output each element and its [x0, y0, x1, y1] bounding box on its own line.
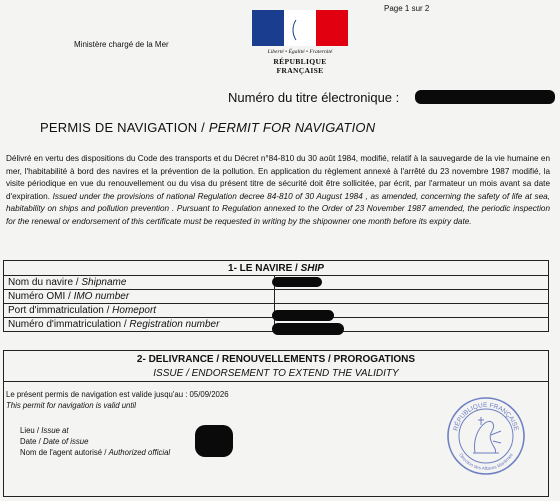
validity-fr: Le présent permis de navigation est valide jusqu'au : 05/09/2026	[6, 390, 229, 399]
validity-en: This permit for navigation is valid until	[6, 401, 137, 410]
redacted-issue-details	[195, 425, 233, 457]
ship-table	[3, 260, 549, 332]
svg-text:Direction des Affaires Maritim: Direction des Affaires Maritimes	[458, 452, 514, 472]
redacted-ship-name	[272, 277, 322, 287]
republique-logo	[250, 10, 350, 75]
delivery-heading: 2- DELIVRANCE / RENOUVELLEMENTS / PROROGATIONS	[136, 354, 416, 365]
svg-text:RÉPUBLIQUE FRANÇAISE: RÉPUBLIQUE FRANÇAISE	[452, 401, 520, 432]
issue-place-label: Lieu / Issue at	[20, 426, 69, 435]
page-number: Page 1 sur 2	[384, 4, 430, 13]
table-row: Numéro OMI / IMO number	[4, 290, 549, 304]
ship-section-heading: 1- LE NAVIRE / SHIP	[4, 261, 549, 276]
ministry-name: Ministère chargé de la Mer	[74, 40, 169, 49]
delivery-subheading: ISSUE / ENDORSEMENT TO EXTEND THE VALIDITY	[153, 368, 399, 379]
table-row: Nom du navire / Shipname	[4, 276, 549, 290]
document-title: PERMIS DE NAVIGATION / PERMIT FOR NAVIGATION	[40, 120, 376, 135]
authorized-official-label: Nom de l'agent autorisé / Authorized official	[20, 448, 171, 457]
issue-date-label: Date / Date of issue	[20, 437, 89, 446]
intro-paragraph: Délivré en vertu des dispositions du Code des transports et du Décret n°84-810 du 30 août 1984, modifié, relatif à la sauvegarde de la vie humaine en mer, l'habitabilité à bord des navires et la prévention de la pollution. En application du règlement annexé à l'arrêté du 23 novembre 1987 modifié, la visite périodique en vue du renouvellement ou du visa du présent titre de sécurité doit être sollicitée, par écrit, par l'armateur un mois avant sa date d'expiration. Issued under the provisions of national Regulation decree 84-810 of 30 August 1984 , as amended, concerning the safety of life at sea, habitability on ships and pollution prevention . Pursuant to Regulation annexed to the Order of 23 November 1987 amended, the periodic inspection for the renewal or endorsement of this certificate must be requested in writing by the shipowner one month before its expiry date.	[6, 154, 550, 226]
marianne-flag-icon	[252, 10, 348, 46]
redacted-homeport	[272, 310, 334, 321]
official-seal-icon	[445, 395, 527, 477]
motto: Liberté • Égalité • Fraternité	[267, 49, 333, 55]
table-row: Numéro d'immatriculation / Registration number	[4, 318, 549, 332]
redacted-registration	[272, 323, 344, 335]
redacted-title-number	[415, 90, 555, 104]
republic-label: RÉPUBLIQUE FRANÇAISE	[273, 57, 327, 75]
imo-number-value	[275, 290, 549, 304]
table-row: Port d'immatriculation / Homeport	[4, 304, 549, 318]
title-number-label: Numéro du titre électronique :	[228, 90, 400, 105]
